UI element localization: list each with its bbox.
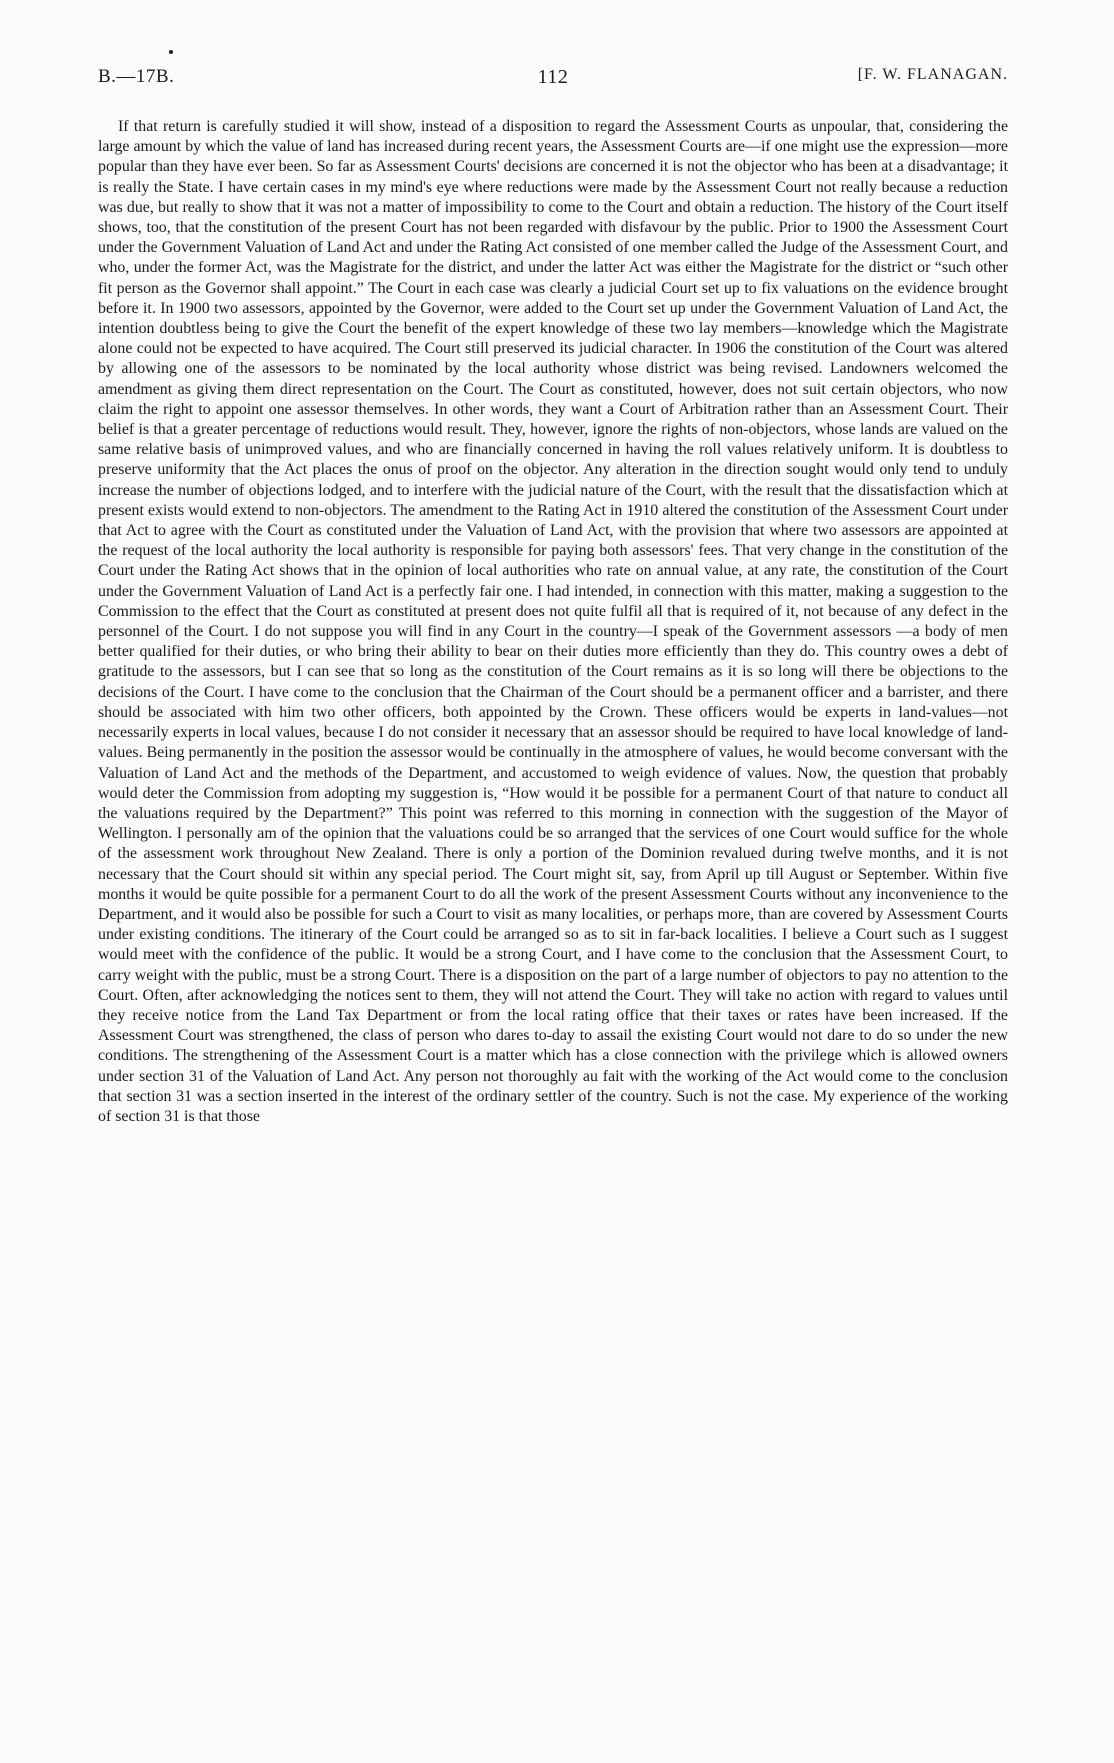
body-text: [98, 117, 1008, 1127]
speaker-name: [F. W. FLANAGAN.: [857, 66, 1008, 83]
paragraph: If that return is carefully studied it will show, instead of a disposition to regard the Assessment Courts as unpoular, that, considering the large amount by which the value of land has increased during recent years, the Assessment Courts are—if one might use the expression—more popular than they have ever been. So far as Assessment Courts' decisions are concerned it is not the objector who has been at a disadvantage; it is really the State. I have certain cases in my mind's eye where reductions were made by the Assessment Court not really because a reduction was due, but really to show that it was not a matter of impossibility to come to the Court and obtain a reduction. The history of the Court itself shows, too, that the constitution of the present Court has not been regarded with disfavour by the public. Prior to 1900 the Assessment Court under the Government Valuation of Land Act and under the Rating Act consisted of one member called the Judge of the Assessment Court, and who, under the former Act, was the Magistrate for the district, and under the latter Act was either the Magistrate for the district or “such other fit person as the Governor shall appoint.” The Court in each case was clearly a judicial Court set up to fix valuations on the evidence brought before it. In 1900 two assessors, appointed by the Governor, were added to the Court set up under the Government Valuation of Land Act, the intention doubtless being to give the Court the benefit of the expert knowledge of these two lay members—knowledge which the Magistrate alone could not be expected to have acquired. The Court still preserved its judicial character. In 1906 the constitution of the Court was altered by allowing one of the assessors to be nominated by the local authority whose district was being revised. Landowners welcomed the amendment as giving them direct representation on the Court. The Court as constituted, however, does not suit certain objectors, who now claim the right to appoint one assessor themselves. In other words, they want a Court of Arbitration rather than an Assessment Court. Their belief is that a greater percentage of reductions would result. They, however, ignore the rights of non-objectors, whose lands are valued on the same relative basis of unimproved values, and who are financially concerned in having the roll values relatively uniform. It is doubtless to preserve uniformity that the Act places the onus of proof on the objector. Any alteration in the direction sought would only tend to unduly increase the number of objections lodged, and to interfere with the judicial nature of the Court, with the result that the dissatisfaction which at present exists would extend to non-objectors. The amendment to the Rating Act in 1910 altered the constitution of the Assessment Court under that Act to agree with the Court as constituted under the Valuation of Land Act, with the provision that where two assessors are appointed at the request of the local authority the local authority is responsible for paying both assessors' fees. That very change in the constitution of the Court under the Rating Act shows that in the opinion of local authorities who rate on annual value, at any rate, the constitution of the Court under the Government Valuation of Land Act is a perfectly fair one. I had intended, in connection with this matter, making a suggestion to the Commission to the effect that the Court as constituted at present does not quite fulfil all that is required of it, not because of any defect in the personnel of the Court. I do not suppose you will find in any Court in the country—I speak of the Government assessors —a body of men better qualified for their duties, or who bring their ability to bear on their duties more efficiently than they do. This country owes a debt of gratitude to the assessors, but I can see that so long as the constitution of the Court remains as it is so long will there be objections to the decisions of the Court. I have come to the conclusion that the Chairman of the Court should be a permanent officer and a barrister, and there should be associated with him two other officers, both appointed by the Crown. These officers would be experts in land-values—not necessarily experts in local values, because I do not consider it necessary that an assessor should be required to have local knowledge of land-values. Being permanently in the position the assessor would be continually in the atmosphere of values, he would become conversant with the Valuation of Land Act and the methods of the Department, and accustomed to weigh evidence of values. Now, the question that probably would deter the Commission from adopting my suggestion is, “How would it be possible for a permanent Court of that nature to conduct all the valuations required by the Department?” This point was referred to this morning in connection with the suggestion of the Mayor of Wellington. I personally am of the opinion that the valuations could be so arranged that the services of one Court would suffice for the whole of the assessment work throughout New Zealand. There is only a portion of the Dominion revalued during twelve months, and it is not necessary that the Court should sit within any special period. The Court might sit, say, from April up till August or September. Within five months it would be quite possible for a permanent Court to do all the work of the present Assessment Courts without any inconvenience to the Department, and it would also be possible for such a Court to visit as many localities, or perhaps more, than are covered by Assessment Courts under existing conditions. The itinerary of the Court could be arranged so as to sit in far-back localities. I believe a Court such as I suggest would meet with the confidence of the public. It would be a strong Court, and I have come to the conclusion that the Assessment Court, to carry weight with the public, must be a strong Court. There is a disposition on the part of a large number of objectors to pay no attention to the Court. Often, after acknowledging the notices sent to them, they will not attend the Court. They will take no action with regard to values until they receive notice from the Land Tax Department or from the local rating office that their taxes or rates have been increased. If the Assessment Court was strengthened, the class of person who dares to-day to assail the existing Court would not dare to do so under the new conditions. The strengthening of the Assessment Court is a matter which has a close connection with the privilege which is allowed owners under section 31 of the Valuation of Land Act. Any person not thoroughly au fait with the working of the Act would come to the conclusion that section 31 was a section inserted in the interest of the ordinary settler of the country. Such is not the case. My experience of the working of section 31 is that those: [98, 118, 1008, 1125]
page-header: [98, 66, 1008, 94]
print-speck: [169, 50, 173, 54]
document-reference: B.—17B.: [98, 66, 175, 87]
page-number: 112: [537, 66, 569, 88]
